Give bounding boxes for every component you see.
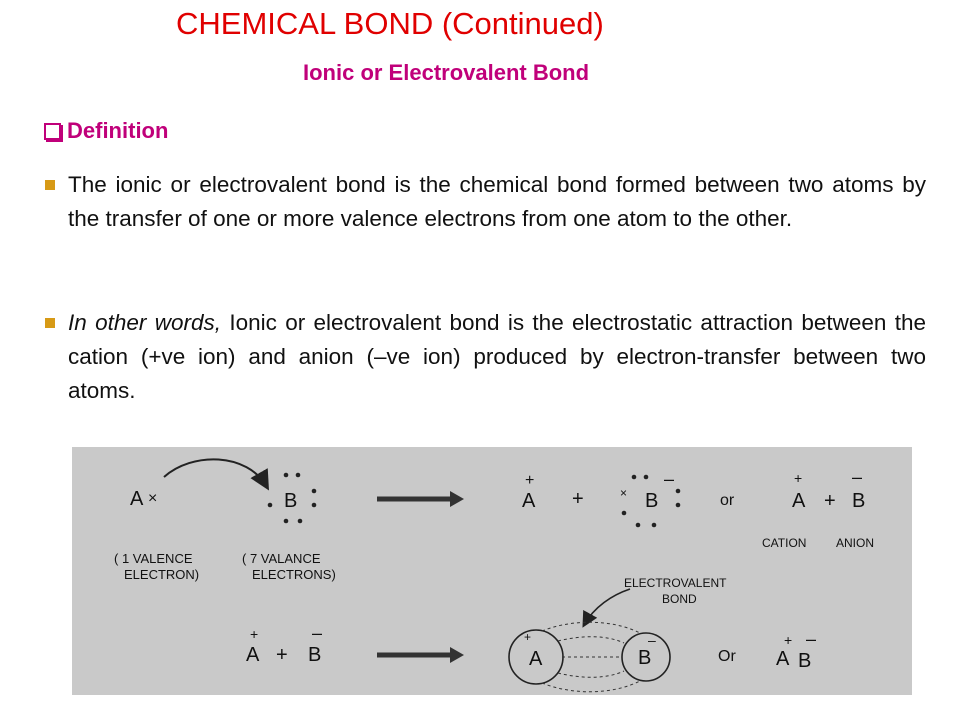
cation-charge-plus-5: + bbox=[784, 632, 793, 648]
bullet-item bbox=[44, 168, 926, 236]
bullet-text bbox=[68, 306, 926, 408]
or-text-2: Or bbox=[718, 648, 736, 665]
label-a-line1: ( 1 VALENCE bbox=[114, 551, 193, 566]
cation-a-label: A bbox=[522, 490, 536, 512]
anion-b-label-3: B bbox=[308, 644, 322, 666]
cation-a-label-3: A bbox=[246, 644, 260, 666]
bond-label-line2: BOND bbox=[662, 592, 697, 606]
reaction-arrow-head-2 bbox=[450, 647, 464, 663]
bond-pointer-arrow bbox=[584, 589, 630, 625]
cation-a-label-4: A bbox=[529, 648, 543, 670]
cation-a-label-5: A bbox=[776, 648, 790, 670]
square-bullet-icon bbox=[45, 318, 55, 328]
slide-subtitle: Ionic or Electrovalent Bond bbox=[303, 60, 590, 85]
electron-cross-mark: × bbox=[148, 490, 158, 507]
square-bullet-icon bbox=[45, 180, 55, 190]
bullet-body: Ionic or electrovalent bond is the electrostatic attraction between the cation (+ve ion) and anion (–ve ion) produced by electron-transfer between two atoms. bbox=[68, 310, 926, 403]
cation-caption: CATION bbox=[762, 536, 807, 550]
plus-sign-2: + bbox=[824, 490, 836, 512]
label-b-line1: ( 7 VALANCE bbox=[242, 551, 321, 566]
label-b-line2: ELECTRONS) bbox=[252, 567, 336, 582]
cation-charge-plus-2: + bbox=[794, 470, 803, 486]
anion-charge-minus-4: – bbox=[648, 632, 656, 648]
cation-charge-plus: + bbox=[525, 472, 535, 489]
reaction-arrow-head bbox=[450, 491, 464, 507]
anion-caption: ANION bbox=[836, 536, 875, 550]
cation-charge-plus-4: + bbox=[524, 630, 532, 644]
cation-charge-plus-3: + bbox=[250, 626, 259, 642]
anion-b-label-4: B bbox=[638, 647, 652, 669]
anion-charge-minus: – bbox=[664, 469, 675, 489]
label-a-line2: ELECTRON) bbox=[124, 567, 200, 582]
diagram-svg bbox=[72, 447, 912, 695]
bond-label-line1: ELECTROVALENT bbox=[624, 576, 727, 590]
anion-b-label: B bbox=[645, 490, 659, 512]
plus-sign-3: + bbox=[276, 644, 288, 666]
bullet-lead-italic: In other words, bbox=[68, 310, 221, 335]
atom-a-label: A bbox=[130, 488, 144, 510]
anion-charge-minus-5: – bbox=[806, 629, 817, 649]
transfer-arrow bbox=[164, 459, 267, 487]
definition-heading bbox=[44, 118, 168, 144]
anion-charge-minus-3: – bbox=[312, 623, 323, 643]
anion-b-label-5: B bbox=[798, 650, 812, 672]
ionic-bond-diagram bbox=[72, 447, 912, 695]
bullet-body: The ionic or electrovalent bond is the chemical bond formed between two atoms by the transfer of one or more valence electrons from one atom to the other. bbox=[68, 172, 926, 231]
cation-a-label-2: A bbox=[792, 490, 806, 512]
transferred-electron-cross: × bbox=[620, 486, 628, 500]
plus-sign: + bbox=[572, 488, 584, 510]
bullet-text bbox=[68, 168, 926, 236]
anion-b-label-2: B bbox=[852, 490, 866, 512]
atom-b-label: B bbox=[284, 490, 298, 512]
or-text: or bbox=[720, 492, 735, 509]
bullet-item bbox=[44, 306, 926, 408]
definition-heading-text: Definition bbox=[67, 118, 169, 143]
electrostatic-field-lines bbox=[542, 622, 640, 692]
checkbox-bullet-icon bbox=[44, 123, 61, 140]
anion-charge-minus-2: – bbox=[852, 467, 863, 487]
slide-title: CHEMICAL BOND (Continued) bbox=[176, 6, 604, 41]
